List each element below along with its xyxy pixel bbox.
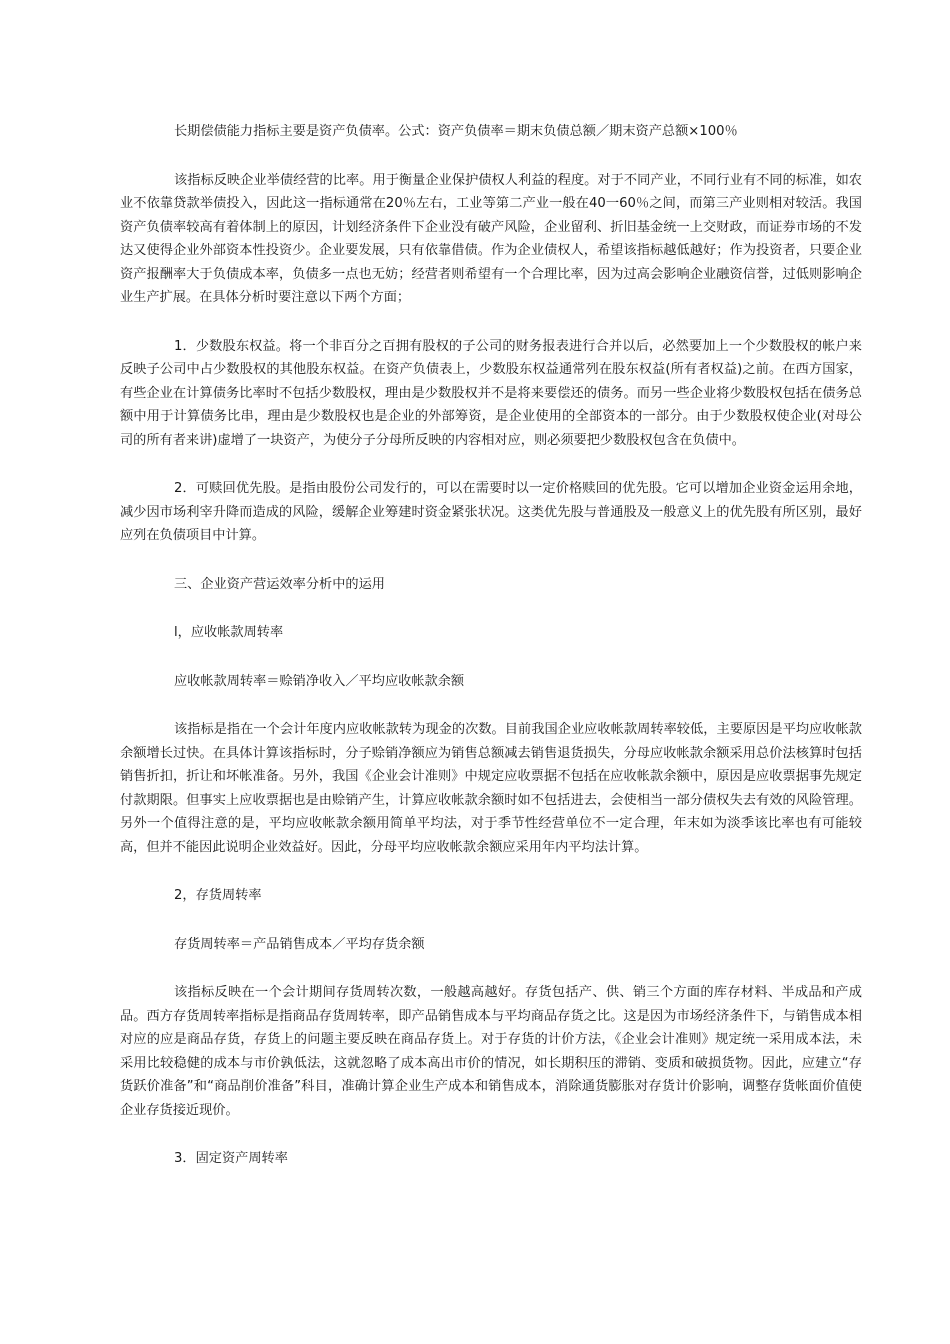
formula-receivables-turnover: 应收帐款周转率＝赊销净收入／平均应收帐款余额 — [174, 673, 465, 689]
paragraph-receivables-analysis: 该指标是指在一个会计年度内应收帐款转为现金的次数。目前我国企业应收帐款周转率较低，主要原因是平均应收帐款余额增长过快。在具体计算该指标时，分子赊销净额应为销售总额减去销售退货损失，分母应收帐款余额采用总价法核算时包括销售折扣，折让和坏帐准备。另外，我国《企业会计准则》中规定应收票据不包括在应收帐款余额中，原因是应收票据事先规定付款期限。但事实上应收票据也是由赊销产生，计算应收帐款余额时如不包括进去，会使相当一部分债权失去有效的风险管理。另外一个值得注意的是，平均应收帐款余额用简单平均法，对于季节性经营单位不一定合理，年末如为淡季该比率也有可能较高，但并不能因此说明企业效益好。因此，分母平均应收帐款余额应采用年内平均法计算。 — [120, 722, 862, 855]
section-heading-efficiency: 三、企业资产营运效率分析中的运用 — [174, 576, 385, 592]
paragraph-minority-interest: 1．少数股东权益。将一个非百分之百拥有股权的子公司的财务报表进行合并以后，必然要加上一个少数股权的帐户来反映子公司中占少数股权的其他股东权益。在资产负债表上，少数股东权益通常列在股东权益(所有者权益)之前。在西方国家，有些企业在计算债务比率时不包括少数股权，理由是少数股权并不是将来要偿还的债务。而另一些企业将少数股权包括在债务总额中用于计算债务比串，理由是少数股权也是企业的外部筹资，是企业使用的全部资本的一部分。由于少数股权使企业(对母公司的所有者来讲)虚增了一块资产，为使分子分母所反映的内容相对应，则必须要把少数股权包含在负债中。 — [120, 338, 862, 448]
subheading-inventory-turnover: 2，存货周转率 — [174, 888, 262, 903]
subheading-fixed-asset-turnover: 3．固定资产周转率 — [174, 1151, 288, 1166]
formula-debt-ratio: 长期偿债能力指标主要是资产负债率。公式：资产负债率＝期末负债总额／期末资产总额×100％ — [174, 124, 738, 139]
document-page — [120, 120, 862, 1171]
paragraph-inventory-analysis: 该指标反映在一个会计期间存货周转次数，一般越高越好。存货包括产、供、销三个方面的库存材料、半成品和产成品。西方存货周转率指标是指商品存货周转率，即产品销售成本与平均商品存货之比。这是因为市场经济条件下，与销售成本相对应的应是商品存货，存货上的问题主要反映在商品存货上。对于存货的计价方法，《企业会计准则》规定统一采用成本法，未采用比较稳健的成本与市价孰低法，这就忽略了成本高出市价的情况，如长期积压的滞销、变质和破损货物。因此，应建立“存货跃价准备”和“商品削价准备”科目，准确计算企业生产成本和销售成本，消除通货膨胀对存货计价影响，调整存货帐面价值使企业存货接近现价。 — [120, 985, 862, 1118]
paragraph-redeemable-preferred: 2．可赎回优先股。是指由股份公司发行的，可以在需要时以一定价格赎回的优先股。它可以增加企业资金运用余地，减少因市场利宰升降而造成的风险，缓解企业筹建时资金紧张状况。这类优先股与普通股及一般意义上的优先股有所区别，最好应列在负债项目中计算。 — [120, 481, 862, 543]
subheading-receivables-turnover: l，应收帐款周转率 — [174, 625, 284, 640]
formula-inventory-turnover: 存货周转率＝产品销售成本／平均存货余额 — [174, 936, 425, 952]
paragraph-debt-ratio-analysis: 该指标反映企业举债经营的比率。用于衡量企业保护债权人利益的程度。对于不同产业，不同行业有不同的标准，如农业不依靠贷款举债投入，因此这一指标通常在20％左右，工业等第二产业一般在40一60％之间，而第三产业则相对较活。我国资产负债率较高有着体制上的原因，计划经济条件下企业没有破产风险，企业留利、折旧基金统一上交财政，而证券市场的不发达又使得企业外部资本性投资少。企业要发展，只有依靠借债。作为企业债权人，希望该指标越低越好；作为投资者，只要企业资产报酬率大于负债成本率，负债多一点也无妨；经营者则希望有一个合理比率，因为过高会影响企业融资信誉，过低则影响企业生产扩展。在具体分析时要注意以下两个方面； — [120, 172, 862, 305]
